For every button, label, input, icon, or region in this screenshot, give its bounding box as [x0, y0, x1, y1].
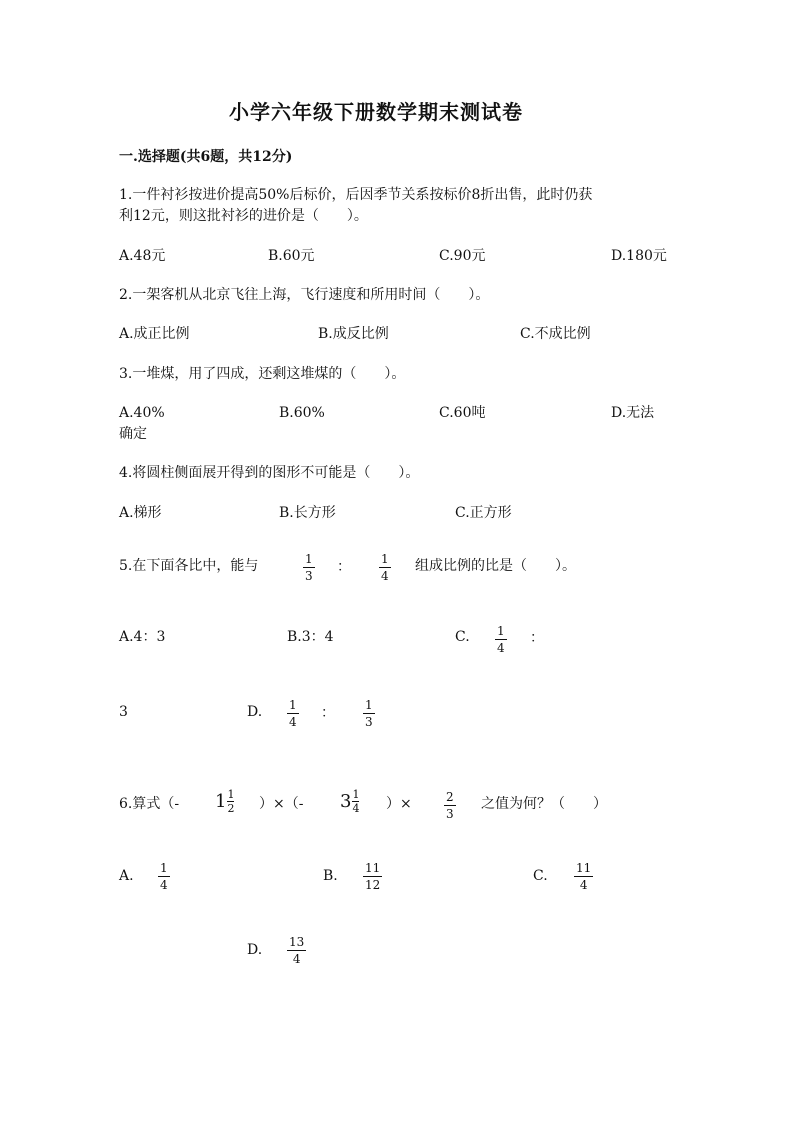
question-5-option-b: B.3：4: [287, 629, 334, 645]
fraction-denominator: 4: [289, 715, 297, 729]
question-6-option-a-fraction: [158, 862, 170, 891]
mixed-number-fraction: [227, 789, 234, 814]
mixed-number-fraction: [352, 789, 359, 814]
fraction-bar: [287, 713, 299, 714]
question-5-option-d-fraction-1: [287, 699, 299, 728]
question-2-option-a: A.成正比例: [119, 326, 190, 342]
question-6-stem-start: 6.算式（-: [119, 796, 180, 812]
fraction-denominator: 4: [381, 569, 389, 583]
fraction-denominator: 4: [160, 878, 168, 892]
question-6-option-c-fraction: [574, 862, 593, 891]
question-5-option-c-tail: 3: [119, 704, 128, 720]
question-5-fraction-one-third: [303, 553, 315, 582]
fraction-numerator: 11: [365, 861, 381, 875]
fraction-numerator: 1: [365, 698, 373, 712]
question-6-mixed-number-1: [215, 789, 234, 814]
fraction-bar: [379, 567, 391, 568]
question-4-stem: 4.将圆柱侧面展开得到的图形不可能是（ ）。: [119, 465, 420, 481]
page-title: 小学六年级下册数学期末测试卷: [229, 100, 523, 124]
question-6-option-c-label: C.: [533, 868, 548, 884]
question-4-option-a: A.梯形: [119, 505, 162, 521]
fraction-numerator: 1: [305, 552, 313, 566]
question-1-option-b: B.60元: [268, 248, 315, 264]
fraction-numerator: 1: [289, 698, 297, 712]
fraction-denominator: 12: [365, 878, 381, 892]
fraction-numerator: 1: [497, 624, 505, 638]
question-5-option-c-fraction: [495, 625, 507, 654]
fraction-denominator: 2: [227, 802, 235, 815]
fraction-bar: [287, 950, 306, 951]
question-5-option-c-colon: ：: [530, 630, 544, 646]
fraction-bar: [495, 639, 507, 640]
fraction-denominator: 4: [497, 641, 505, 655]
question-6-option-d-fraction: [287, 936, 306, 965]
question-1-option-c: C.90元: [439, 248, 486, 264]
question-6-stem-end: 之值为何？（ ）: [481, 796, 607, 812]
fraction-bar: [444, 805, 456, 806]
question-6-option-d-label: D.: [247, 942, 263, 958]
mixed-number-whole: 3: [340, 790, 352, 812]
question-5-stem-end: 组成比例的比是（ ）。: [415, 558, 576, 574]
fraction-numerator: 1: [227, 788, 235, 801]
question-3-option-a: A.40%: [119, 405, 165, 421]
question-6-option-a-label: A.: [119, 868, 134, 884]
fraction-denominator: 4: [352, 802, 360, 815]
fraction-numerator: 13: [289, 935, 305, 949]
section-heading: 一.选择题(共6题，共12分): [119, 149, 293, 165]
fraction-bar: [363, 876, 382, 877]
fraction-numerator: 1: [352, 788, 360, 801]
question-5-stem-start: 5.在下面各比中，能与: [119, 558, 259, 574]
question-6-fraction-two-thirds: [444, 791, 456, 820]
question-1-option-d: D.180元: [611, 248, 667, 264]
question-1-line-1: 1.一件衬衫按进价提高50%后标价，后因季节关系按标价8折出售，此时仍获: [119, 187, 593, 203]
question-5-option-c-label: C.: [455, 629, 470, 645]
fraction-numerator: 11: [576, 861, 592, 875]
fraction-denominator: 4: [579, 878, 588, 892]
fraction-bar: [574, 876, 593, 877]
question-5-option-d-colon: ：: [321, 705, 335, 721]
question-1-option-a: A.48元: [119, 248, 166, 264]
fraction-numerator: 1: [160, 861, 168, 875]
question-3-option-d-wrap: 确定: [119, 426, 147, 442]
question-5-option-d-fraction-2: [363, 699, 375, 728]
mixed-number-whole: 1: [215, 790, 227, 812]
question-6-stem-middle-1: ）×（-: [259, 796, 304, 812]
question-3-stem: 3.一堆煤，用了四成，还剩这堆煤的（ ）。: [119, 366, 406, 382]
question-5-fraction-one-fourth: [379, 553, 391, 582]
question-3-option-d: D.无法: [611, 405, 655, 421]
question-1-line-2: 利12元，则这批衬衫的进价是（ ）。: [119, 208, 368, 224]
question-6-stem-middle-2: ）×: [386, 796, 412, 812]
fraction-numerator: 1: [381, 552, 389, 566]
question-2-stem: 2.一架客机从北京飞往上海，飞行速度和所用时间（ ）。: [119, 287, 490, 303]
fraction-denominator: 4: [292, 952, 301, 966]
question-6-mixed-number-2: [340, 789, 359, 814]
fraction-denominator: 3: [446, 807, 454, 821]
fraction-bar: [303, 567, 315, 568]
fraction-denominator: 3: [305, 569, 313, 583]
question-3-option-c: C.60吨: [439, 405, 486, 421]
question-4-option-b: B.长方形: [279, 505, 336, 521]
fraction-numerator: 2: [446, 790, 454, 804]
question-5-colon: ：: [337, 559, 351, 575]
question-3-option-b: B.60%: [279, 405, 325, 421]
question-5-option-a: A.4：3: [119, 629, 166, 645]
question-6-option-b-label: B.: [323, 868, 338, 884]
question-2-option-b: B.成反比例: [318, 326, 389, 342]
fraction-denominator: 3: [365, 715, 373, 729]
question-4-option-c: C.正方形: [455, 505, 512, 521]
question-5-option-d-label: D.: [247, 704, 263, 720]
fraction-bar: [158, 876, 170, 877]
fraction-bar: [363, 713, 375, 714]
question-6-option-b-fraction: [363, 862, 382, 891]
question-2-option-c: C.不成比例: [520, 326, 591, 342]
